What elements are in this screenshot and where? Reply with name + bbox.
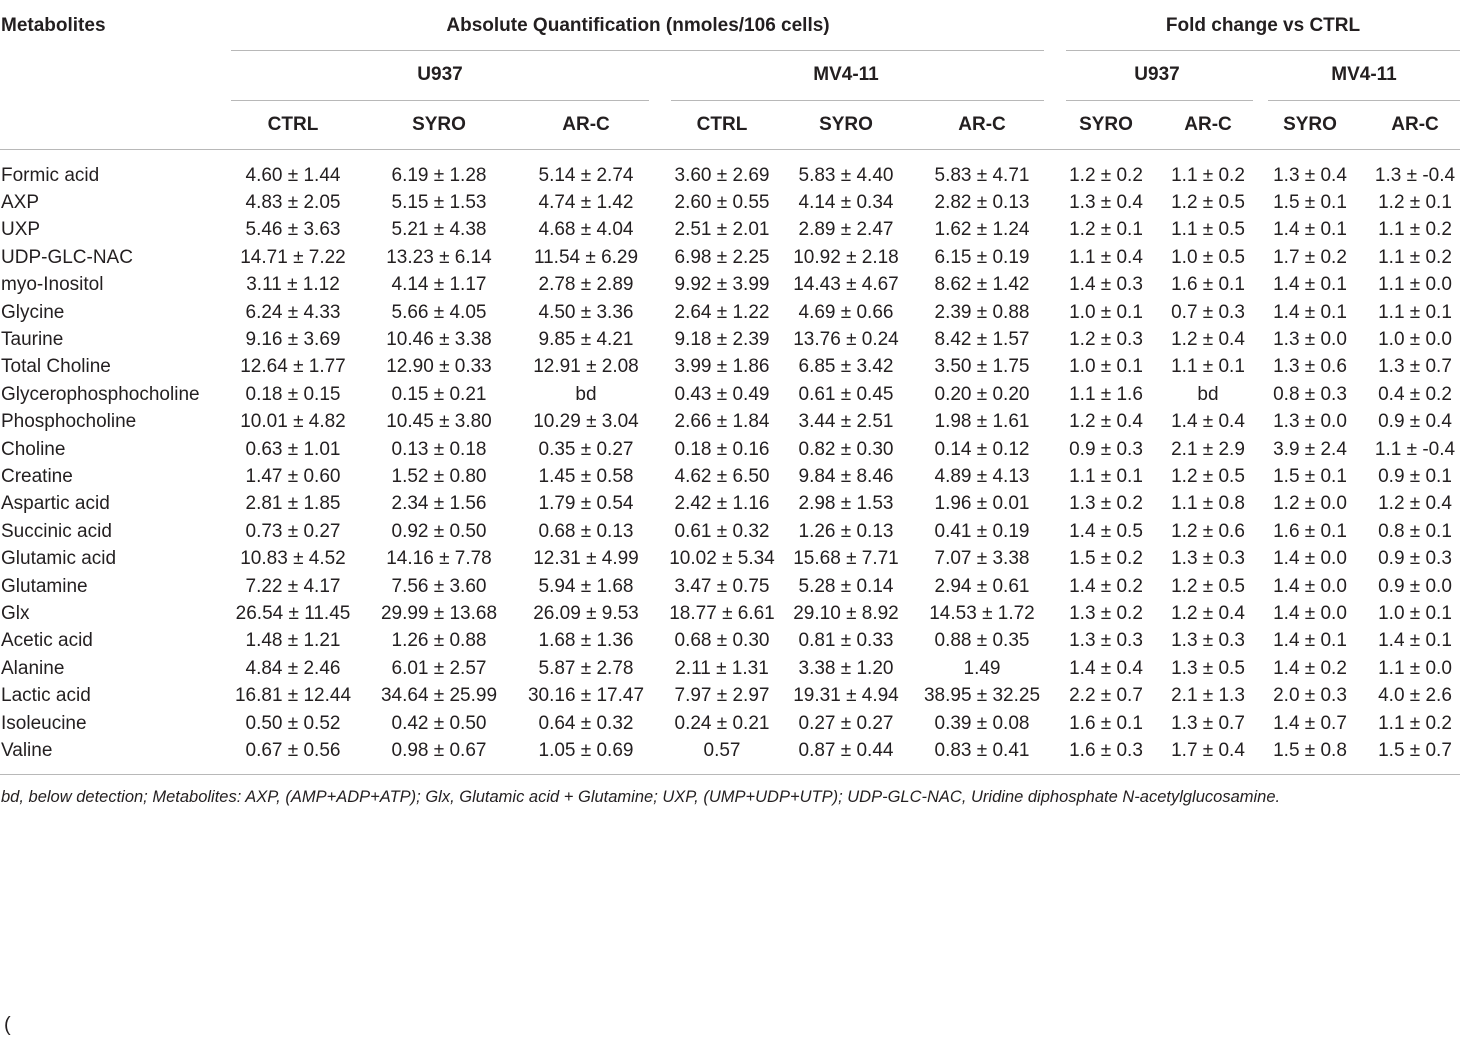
table-cell: 1.1 ± 0.2 [1171, 164, 1245, 186]
table-cell: 1.79 ± 0.54 [538, 493, 634, 515]
table-cell: 0.61 ± 0.32 [674, 520, 770, 542]
table-cell: 9.16 ± 3.69 [245, 328, 341, 350]
table-cell: 5.46 ± 3.63 [245, 219, 341, 241]
table-cell: 1.4 ± 0.1 [1273, 630, 1347, 652]
table-cell: 2.60 ± 0.55 [674, 191, 770, 213]
stray-character: ( [4, 1014, 11, 1036]
table-cell: 5.83 ± 4.40 [798, 164, 894, 186]
metabolite-name: Aspartic acid [1, 493, 110, 515]
metabolite-name: Glycerophosphocholine [1, 383, 200, 405]
table-cell: 0.87 ± 0.44 [798, 739, 894, 761]
table-cell: 1.4 ± 0.1 [1378, 630, 1452, 652]
table-cell: 1.2 ± 0.6 [1171, 520, 1245, 542]
table-cell: 4.14 ± 0.34 [798, 191, 894, 213]
table-cell: 1.2 ± 0.4 [1069, 411, 1143, 433]
table-cell: 1.1 ± 0.1 [1171, 356, 1245, 378]
table-cell: 3.44 ± 2.51 [798, 411, 894, 433]
table-bottom-rule [0, 774, 1460, 775]
table-row [0, 627, 1460, 654]
table-cell: 1.5 ± 0.2 [1069, 548, 1143, 570]
table-cell: 9.85 ± 4.21 [538, 328, 634, 350]
table-cell: 1.3 ± 0.2 [1069, 493, 1143, 515]
table-cell: 6.24 ± 4.33 [245, 301, 341, 323]
table-cell: 4.0 ± 2.6 [1378, 685, 1452, 707]
table-cell: 1.3 ± 0.4 [1069, 191, 1143, 213]
table-cell: 8.62 ± 1.42 [934, 274, 1030, 296]
table-cell: 1.0 ± 0.0 [1378, 328, 1452, 350]
table-cell: 1.2 ± 0.4 [1378, 493, 1452, 515]
table-cell: 0.68 ± 0.13 [538, 520, 634, 542]
table-cell: 1.1 ± 0.4 [1069, 246, 1143, 268]
table-row [0, 682, 1460, 709]
table-cell: 1.1 ± 0.2 [1378, 246, 1452, 268]
table-cell: 0.8 ± 0.3 [1273, 383, 1347, 405]
column-header: AR-C [1391, 114, 1439, 135]
table-cell: 7.97 ± 2.97 [674, 685, 770, 707]
table-cell: 34.64 ± 25.99 [380, 685, 498, 707]
metabolite-name: myo-Inositol [1, 274, 104, 296]
table-cell: 1.98 ± 1.61 [934, 411, 1030, 433]
table-cell: 9.18 ± 2.39 [674, 328, 770, 350]
table-cell: 2.39 ± 0.88 [934, 301, 1030, 323]
table-cell: 1.1 ± 0.2 [1378, 712, 1452, 734]
table-row [0, 490, 1460, 517]
table-cell: 0.24 ± 0.21 [674, 712, 770, 734]
table-cell: 0.15 ± 0.21 [391, 383, 487, 405]
table-cell: 0.67 ± 0.56 [245, 739, 341, 761]
table-cell: 1.2 ± 0.4 [1171, 602, 1245, 624]
table-cell: 1.96 ± 0.01 [934, 493, 1030, 515]
table-cell: 1.4 ± 0.0 [1273, 548, 1347, 570]
table-cell: 10.02 ± 5.34 [669, 548, 775, 570]
table-cell: 1.47 ± 0.60 [245, 465, 341, 487]
table-cell: 10.92 ± 2.18 [793, 246, 899, 268]
table-row [0, 162, 1460, 189]
table-cell: 1.6 ± 0.3 [1069, 739, 1143, 761]
table-cell: 4.84 ± 2.46 [245, 657, 341, 679]
table-row [0, 463, 1460, 490]
table-cell: 1.3 ± 0.7 [1171, 712, 1245, 734]
table-cell: 1.1 ± 0.8 [1171, 493, 1245, 515]
table-cell: 1.5 ± 0.1 [1273, 465, 1347, 487]
metabolite-name: Glx [1, 602, 30, 624]
table-cell: 2.1 ± 1.3 [1171, 685, 1245, 707]
table-cell: 6.01 ± 2.57 [391, 657, 487, 679]
table-cell: 1.3 ± 0.0 [1273, 411, 1347, 433]
table-cell: 12.90 ± 0.33 [386, 356, 492, 378]
table-cell: 3.9 ± 2.4 [1273, 438, 1347, 460]
metabolite-name: Isoleucine [1, 712, 87, 734]
column-header: SYRO [1283, 114, 1337, 135]
fold-mv411-header: MV4-11 [1331, 64, 1397, 85]
table-cell: 1.4 ± 0.4 [1171, 411, 1245, 433]
table-cell: 0.9 ± 0.3 [1069, 438, 1143, 460]
table-cell: 3.38 ± 1.20 [798, 657, 894, 679]
table-cell: 0.83 ± 0.41 [934, 739, 1030, 761]
table-cell: 0.43 ± 0.49 [674, 383, 770, 405]
table-cell: 0.92 ± 0.50 [391, 520, 487, 542]
table-cell: 1.2 ± 0.2 [1069, 164, 1143, 186]
table-cell: 1.4 ± 0.7 [1273, 712, 1347, 734]
table-cell: 4.62 ± 6.50 [674, 465, 770, 487]
table-row [0, 244, 1460, 271]
metabolite-name: Taurine [1, 328, 64, 350]
table-cell: 5.66 ± 4.05 [391, 301, 487, 323]
table-cell: 2.98 ± 1.53 [798, 493, 894, 515]
table-cell: 10.01 ± 4.82 [240, 411, 346, 433]
table-cell: 0.64 ± 0.32 [538, 712, 634, 734]
table-cell: 4.60 ± 1.44 [245, 164, 341, 186]
table-cell: 0.9 ± 0.3 [1378, 548, 1452, 570]
table-row [0, 573, 1460, 600]
table-cell: 1.6 ± 0.1 [1171, 274, 1245, 296]
table-cell: 19.31 ± 4.94 [793, 685, 899, 707]
table-cell: 0.81 ± 0.33 [798, 630, 894, 652]
table-cell: 0.14 ± 0.12 [934, 438, 1030, 460]
fold-change-header: Fold change vs CTRL [1165, 15, 1361, 36]
table-cell: 0.50 ± 0.52 [245, 712, 341, 734]
table-cell: 1.3 ± 0.4 [1273, 164, 1347, 186]
table-cell: 2.81 ± 1.85 [245, 493, 341, 515]
table-cell: 38.95 ± 32.25 [923, 685, 1041, 707]
table-cell: bd [575, 383, 597, 405]
column-header: CTRL [696, 114, 748, 135]
table-cell: 5.15 ± 1.53 [391, 191, 487, 213]
table-cell: 6.85 ± 3.42 [798, 356, 894, 378]
table-row [0, 600, 1460, 627]
table-cell: 1.1 ± 0.5 [1171, 219, 1245, 241]
absolute-quantification-header: Absolute Quantification (nmoles/106 cells) [446, 15, 830, 36]
table-cell: 1.3 ± 0.0 [1273, 328, 1347, 350]
metabolite-name: Glycine [1, 301, 65, 323]
table-cell: 1.4 ± 0.1 [1273, 219, 1347, 241]
table-cell: 0.9 ± 0.1 [1378, 465, 1452, 487]
table-row [0, 216, 1460, 243]
table-cell: 1.7 ± 0.4 [1171, 739, 1245, 761]
table-cell: 2.51 ± 2.01 [674, 219, 770, 241]
table-cell: 30.16 ± 17.47 [527, 685, 645, 707]
table-cell: 7.07 ± 3.38 [934, 548, 1030, 570]
metabolite-name: Formic acid [1, 164, 100, 186]
table-cell: 13.76 ± 0.24 [793, 328, 899, 350]
column-header: AR-C [562, 114, 610, 135]
table-cell: 0.61 ± 0.45 [798, 383, 894, 405]
table-row [0, 545, 1460, 572]
metabolite-name: Acetic acid [1, 630, 93, 652]
table-cell: 6.98 ± 2.25 [674, 246, 770, 268]
table-cell: 2.0 ± 0.3 [1273, 685, 1347, 707]
table-cell: 10.45 ± 3.80 [386, 411, 492, 433]
table-cell: 1.0 ± 0.1 [1378, 602, 1452, 624]
table-cell: 12.31 ± 4.99 [533, 548, 639, 570]
table-cell: 0.7 ± 0.3 [1171, 301, 1245, 323]
table-cell: 1.2 ± 0.1 [1378, 191, 1452, 213]
table-cell: 14.71 ± 7.22 [240, 246, 346, 268]
column-header: AR-C [958, 114, 1006, 135]
table-cell: 5.83 ± 4.71 [934, 164, 1030, 186]
metabolite-name: Choline [1, 438, 66, 460]
table-cell: 11.54 ± 6.29 [533, 246, 639, 268]
table-cell: 2.66 ± 1.84 [674, 411, 770, 433]
table-cell: 6.19 ± 1.28 [391, 164, 487, 186]
header-rule-fold [1066, 50, 1460, 51]
table-cell: 1.3 ± -0.4 [1374, 164, 1456, 186]
table-cell: 3.11 ± 1.12 [246, 274, 340, 296]
table-cell: 1.0 ± 0.1 [1069, 301, 1143, 323]
table-cell: 1.6 ± 0.1 [1069, 712, 1143, 734]
metabolite-name: Glutamic acid [1, 548, 117, 570]
table-cell: 2.2 ± 0.7 [1069, 685, 1143, 707]
table-cell: 1.4 ± 0.0 [1273, 575, 1347, 597]
subheader-rule-abs-mv411 [671, 100, 1044, 101]
subheader-rule-fold-u937 [1066, 100, 1253, 101]
table-row [0, 408, 1460, 435]
table-cell: 1.0 ± 0.1 [1069, 356, 1143, 378]
table-row [0, 710, 1460, 737]
table-cell: 26.09 ± 9.53 [533, 602, 639, 624]
table-cell: 1.2 ± 0.3 [1069, 328, 1143, 350]
table-row [0, 326, 1460, 353]
abs-mv411-header: MV4-11 [813, 64, 879, 85]
table-cell: 1.26 ± 0.13 [798, 520, 894, 542]
table-cell: 0.82 ± 0.30 [798, 438, 894, 460]
table-cell: 2.64 ± 1.22 [674, 301, 770, 323]
table-cell: 1.05 ± 0.69 [538, 739, 634, 761]
table-cell: 1.2 ± 0.1 [1069, 219, 1143, 241]
table-row [0, 737, 1460, 764]
table-cell: 8.42 ± 1.57 [934, 328, 1030, 350]
metabolite-name: Succinic acid [1, 520, 112, 542]
table-cell: 0.41 ± 0.19 [934, 520, 1030, 542]
table-cell: 1.6 ± 0.1 [1273, 520, 1347, 542]
table-cell: 5.94 ± 1.68 [538, 575, 634, 597]
table-cell: 18.77 ± 6.61 [669, 602, 775, 624]
table-cell: 14.43 ± 4.67 [793, 274, 899, 296]
table-row [0, 655, 1460, 682]
table-cell: 1.1 ± 0.2 [1378, 219, 1452, 241]
table-cell: 10.83 ± 4.52 [240, 548, 346, 570]
table-cell: 1.1 ± 1.6 [1069, 383, 1143, 405]
table-cell: 1.0 ± 0.5 [1171, 246, 1245, 268]
table-cell: 1.1 ± -0.4 [1374, 438, 1456, 460]
table-cell: 4.89 ± 4.13 [934, 465, 1030, 487]
table-cell: 2.89 ± 2.47 [798, 219, 894, 241]
metabolite-name: UXP [1, 219, 41, 241]
metabolite-name: Creatine [1, 465, 73, 487]
metabolite-name: Glutamine [1, 575, 88, 597]
table-cell: 14.53 ± 1.72 [929, 602, 1035, 624]
abs-u937-header: U937 [417, 64, 463, 85]
table-cell: 1.1 ± 0.0 [1378, 274, 1452, 296]
table-cell: 2.11 ± 1.31 [675, 657, 769, 679]
table-cell: 1.3 ± 0.3 [1171, 548, 1245, 570]
table-cell: 1.4 ± 0.0 [1273, 602, 1347, 624]
table-cell: 12.91 ± 2.08 [533, 356, 639, 378]
table-footnote: bd, below detection; Metabolites: AXP, (AMP+ADP+ATP); Glx, Glutamic acid + Glutamine; UXP, (UMP+UDP+UTP); UDP-GLC-NAC, Uridine diphosphate N-acetylglucosamine. [1, 788, 1281, 806]
table-cell: 12.64 ± 1.77 [240, 356, 346, 378]
table-cell: 1.62 ± 1.24 [934, 219, 1030, 241]
column-header: SYRO [412, 114, 466, 135]
table-cell: 4.69 ± 0.66 [798, 301, 894, 323]
table-cell: 3.99 ± 1.86 [674, 356, 770, 378]
table-cell: 2.34 ± 1.56 [391, 493, 487, 515]
metabolite-name: Phosphocholine [1, 411, 137, 433]
table-cell: 0.8 ± 0.1 [1378, 520, 1452, 542]
table-cell: 1.4 ± 0.1 [1273, 274, 1347, 296]
table-cell: 1.48 ± 1.21 [245, 630, 341, 652]
table-cell: 0.57 [703, 739, 741, 761]
table-cell: 1.4 ± 0.3 [1069, 274, 1143, 296]
table-cell: 4.14 ± 1.17 [391, 274, 487, 296]
table-cell: 2.1 ± 2.9 [1171, 438, 1245, 460]
table-cell: 1.5 ± 0.8 [1273, 739, 1347, 761]
table-cell: 7.56 ± 3.60 [391, 575, 487, 597]
table-row [0, 518, 1460, 545]
table-cell: bd [1197, 383, 1219, 405]
table-cell: 0.35 ± 0.27 [538, 438, 634, 460]
table-cell: 4.50 ± 3.36 [538, 301, 634, 323]
table-cell: 0.18 ± 0.16 [674, 438, 770, 460]
table-cell: 1.5 ± 0.1 [1273, 191, 1347, 213]
table-cell: 0.4 ± 0.2 [1378, 383, 1452, 405]
table-cell: 1.45 ± 0.58 [538, 465, 634, 487]
table-cell: 15.68 ± 7.71 [793, 548, 899, 570]
table-cell: 1.52 ± 0.80 [391, 465, 487, 487]
table-cell: 1.3 ± 0.5 [1171, 657, 1245, 679]
table-cell: 1.2 ± 0.0 [1273, 493, 1347, 515]
table-cell: 14.16 ± 7.78 [386, 548, 492, 570]
table-cell: 1.4 ± 0.4 [1069, 657, 1143, 679]
column-header: CTRL [267, 114, 319, 135]
table-cell: 26.54 ± 11.45 [235, 602, 351, 624]
metabolite-name: Valine [1, 739, 53, 761]
table-cell: 0.9 ± 0.0 [1378, 575, 1452, 597]
table-row [0, 189, 1460, 216]
table-cell: 1.68 ± 1.36 [538, 630, 634, 652]
metabolites-column-header: Metabolites [1, 15, 106, 36]
table-cell: 9.84 ± 8.46 [798, 465, 894, 487]
table-cell: 1.2 ± 0.5 [1171, 191, 1245, 213]
table-cell: 0.88 ± 0.35 [934, 630, 1030, 652]
table-cell: 2.94 ± 0.61 [934, 575, 1030, 597]
fold-u937-header: U937 [1134, 64, 1180, 85]
table-cell: 16.81 ± 12.44 [234, 685, 352, 707]
table-cell: 29.99 ± 13.68 [380, 602, 498, 624]
table-row [0, 299, 1460, 326]
table-cell: 2.42 ± 1.16 [674, 493, 770, 515]
table-cell: 29.10 ± 8.92 [793, 602, 899, 624]
table-row [0, 381, 1460, 408]
table-cell: 2.82 ± 0.13 [934, 191, 1030, 213]
column-header: SYRO [819, 114, 873, 135]
metabolite-name: Alanine [1, 657, 65, 679]
table-cell: 10.29 ± 3.04 [533, 411, 639, 433]
metabolite-name: UDP-GLC-NAC [1, 246, 133, 268]
table-cell: 1.3 ± 0.7 [1378, 356, 1452, 378]
table-cell: 0.73 ± 0.27 [245, 520, 341, 542]
table-cell: 7.22 ± 4.17 [245, 575, 341, 597]
header-rule-absolute [231, 50, 1044, 51]
table-cell: 1.2 ± 0.4 [1171, 328, 1245, 350]
table-cell: 0.9 ± 0.4 [1378, 411, 1452, 433]
table-cell: 13.23 ± 6.14 [386, 246, 492, 268]
table-cell: 1.4 ± 0.5 [1069, 520, 1143, 542]
table-cell: 3.47 ± 0.75 [674, 575, 770, 597]
table-cell: 1.3 ± 0.2 [1069, 602, 1143, 624]
table-cell: 1.4 ± 0.1 [1273, 301, 1347, 323]
table-cell: 10.46 ± 3.38 [386, 328, 492, 350]
table-cell: 0.63 ± 1.01 [245, 438, 341, 460]
table-cell: 4.74 ± 1.42 [538, 191, 634, 213]
table-row [0, 271, 1460, 298]
table-cell: 6.15 ± 0.19 [934, 246, 1030, 268]
table-cell: 3.50 ± 1.75 [934, 356, 1030, 378]
metabolite-name: Total Choline [1, 356, 111, 378]
table-cell: 1.1 ± 0.1 [1378, 301, 1452, 323]
table-cell: 5.87 ± 2.78 [538, 657, 634, 679]
table-cell: 2.78 ± 2.89 [538, 274, 634, 296]
table-cell: 1.2 ± 0.5 [1171, 465, 1245, 487]
subheader-rule-abs-u937 [231, 100, 649, 101]
table-cell: 0.20 ± 0.20 [934, 383, 1030, 405]
table-cell: 1.2 ± 0.5 [1171, 575, 1245, 597]
table-cell: 1.7 ± 0.2 [1273, 246, 1347, 268]
table-cell: 3.60 ± 2.69 [674, 164, 770, 186]
column-header: SYRO [1079, 114, 1133, 135]
table-cell: 0.18 ± 0.15 [245, 383, 341, 405]
metabolite-name: AXP [1, 191, 40, 213]
table-cell: 0.39 ± 0.08 [934, 712, 1030, 734]
table-cell: 1.1 ± 0.0 [1378, 657, 1452, 679]
table-cell: 1.4 ± 0.2 [1069, 575, 1143, 597]
table-cell: 1.49 [963, 657, 1001, 679]
table-cell: 1.3 ± 0.6 [1273, 356, 1347, 378]
header-bottom-rule [0, 149, 1460, 150]
table-cell: 1.1 ± 0.1 [1069, 465, 1143, 487]
metabolite-name: Lactic acid [1, 685, 91, 707]
table-cell: 1.5 ± 0.7 [1378, 739, 1452, 761]
table-row [0, 436, 1460, 463]
table-cell: 1.3 ± 0.3 [1171, 630, 1245, 652]
table-cell: 9.92 ± 3.99 [674, 274, 770, 296]
table-cell: 4.68 ± 4.04 [538, 219, 634, 241]
table-cell: 0.68 ± 0.30 [674, 630, 770, 652]
table-cell: 1.3 ± 0.3 [1069, 630, 1143, 652]
table-cell: 1.4 ± 0.2 [1273, 657, 1347, 679]
table-cell: 0.13 ± 0.18 [391, 438, 487, 460]
column-header: AR-C [1184, 114, 1232, 135]
table-row [0, 353, 1460, 380]
table-cell: 5.28 ± 0.14 [798, 575, 894, 597]
table-cell: 5.14 ± 2.74 [538, 164, 634, 186]
table-cell: 4.83 ± 2.05 [245, 191, 341, 213]
table-cell: 0.42 ± 0.50 [391, 712, 487, 734]
table-cell: 1.26 ± 0.88 [391, 630, 487, 652]
subheader-rule-fold-mv411 [1268, 100, 1460, 101]
table-cell: 5.21 ± 4.38 [391, 219, 487, 241]
table-cell: 0.27 ± 0.27 [798, 712, 894, 734]
table-cell: 0.98 ± 0.67 [391, 739, 487, 761]
